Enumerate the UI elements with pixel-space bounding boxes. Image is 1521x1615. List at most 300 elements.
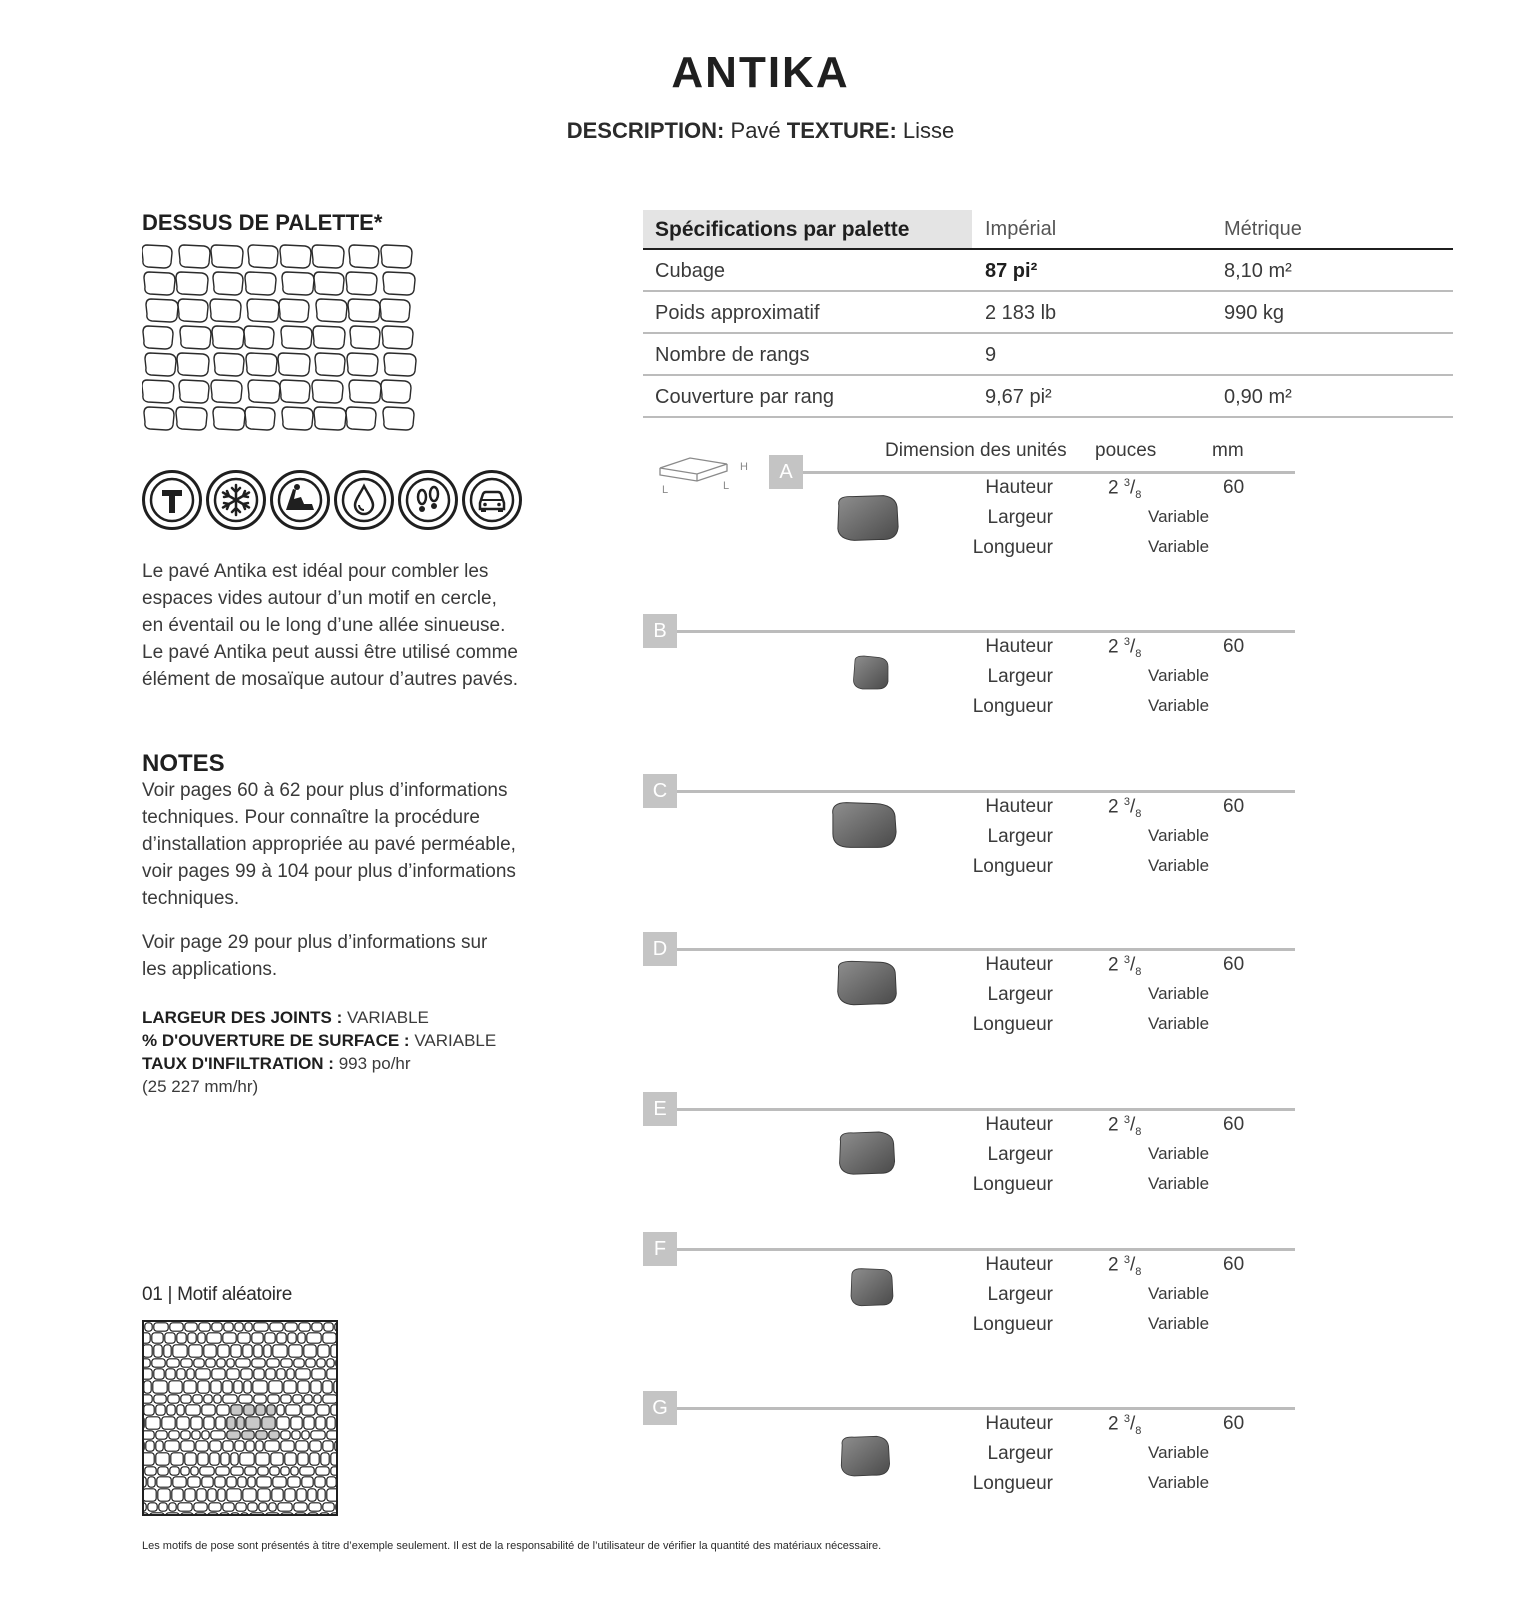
motif-paver xyxy=(217,1359,225,1367)
motif-paver xyxy=(318,1489,325,1501)
motif-paver xyxy=(291,1417,302,1429)
width-value: Variable xyxy=(1148,1443,1210,1462)
height-inches-whole: 2 xyxy=(1108,1254,1119,1276)
motif-paver xyxy=(281,1513,293,1516)
footnote: Les motifs de pose sont présentés à titre d’exemple seulement. Il est de la responsabilité de l’utilisateur de vérifier la quantité des matériaux nécessaire. xyxy=(142,1540,882,1552)
pallet-paver-outline xyxy=(312,245,344,268)
motif-paver xyxy=(297,1489,306,1501)
dim-label-height: Hauteur xyxy=(985,1254,1053,1275)
dim-label-length: Longueur xyxy=(972,696,1053,717)
motif-paver xyxy=(198,1381,209,1393)
pallet-paver-outline xyxy=(381,380,411,403)
motif-paver xyxy=(288,1333,296,1343)
motif-paver xyxy=(188,1333,196,1343)
motif-paver xyxy=(227,1359,234,1367)
motif-paver xyxy=(254,1369,264,1379)
pallet-paver-outline xyxy=(350,326,380,349)
pallet-paver-outline xyxy=(244,326,274,349)
motif-paver xyxy=(212,1369,225,1379)
motif-paver xyxy=(321,1453,329,1465)
motif-paver xyxy=(281,1431,290,1439)
units-header-mm: mm xyxy=(1212,440,1244,461)
motif-paver xyxy=(259,1503,267,1511)
motif-paver xyxy=(252,1333,263,1343)
motif-paver xyxy=(323,1333,336,1343)
paver-stone-image xyxy=(849,648,903,700)
motif-paver xyxy=(331,1405,338,1415)
pallet-paver-outline xyxy=(383,272,415,295)
motif-paver xyxy=(315,1477,325,1487)
unit-divider xyxy=(803,471,1295,474)
motif-paver xyxy=(156,1405,165,1415)
spec-imperial: 9,67 pi² xyxy=(985,386,1052,408)
motif-paver xyxy=(145,1467,156,1475)
motif-paver xyxy=(320,1513,329,1516)
pallet-paver-outline xyxy=(177,353,209,376)
pallet-paver-outline xyxy=(380,299,410,322)
height-mm: 60 xyxy=(1223,1254,1245,1275)
unit-b xyxy=(643,614,1293,764)
motif-paver xyxy=(216,1417,225,1429)
motif-paver xyxy=(285,1489,295,1501)
height-inches-den: 8 xyxy=(1135,1266,1142,1279)
motif-paver xyxy=(220,1513,229,1516)
paver-stone-image xyxy=(829,800,899,852)
motif-paver xyxy=(327,1431,338,1439)
motif-paver xyxy=(281,1359,292,1367)
unit-a xyxy=(643,455,1293,605)
motif-paver xyxy=(244,1381,251,1393)
motif-paver xyxy=(142,1477,146,1487)
spec-table xyxy=(643,210,1453,418)
motif-paver xyxy=(310,1441,321,1451)
height-mm: 60 xyxy=(1223,796,1245,817)
height-inches-num: 3 xyxy=(1123,954,1130,966)
description-value: Pavé xyxy=(730,118,781,143)
motif-paver xyxy=(152,1359,165,1367)
water-drop-icon xyxy=(334,470,394,530)
pallet-paver-outline xyxy=(312,380,343,403)
motif-paver xyxy=(165,1333,175,1343)
spec-row-weight xyxy=(643,292,1453,334)
motif-paver xyxy=(318,1345,329,1357)
pallet-paver-outline xyxy=(214,353,244,376)
motif-paver xyxy=(231,1345,241,1357)
motif-paver xyxy=(142,1417,144,1429)
motif-paver xyxy=(314,1395,321,1403)
motif-paver xyxy=(144,1381,151,1393)
pallet-paver-outline xyxy=(248,380,280,403)
motif-paver xyxy=(258,1489,270,1501)
motif-paver xyxy=(218,1345,229,1357)
paver-stone-image xyxy=(847,1262,905,1314)
motif-paver xyxy=(278,1503,292,1511)
paver-stone-image xyxy=(835,1128,901,1180)
pallet-paver-outline xyxy=(279,299,309,322)
joint-width-label: LARGEUR DES JOINTS : xyxy=(142,1008,343,1027)
motif-paver xyxy=(265,1333,275,1343)
motif-paver xyxy=(256,1441,263,1451)
motif-paver xyxy=(196,1369,210,1379)
motif-paver xyxy=(172,1489,183,1501)
pallet-paver-outline xyxy=(142,245,172,268)
motif-paver xyxy=(236,1359,250,1367)
pallet-paver-outline xyxy=(381,245,412,268)
pallet-paver-outline xyxy=(383,407,414,430)
unit-letter-badge: B xyxy=(643,614,677,648)
length-value: Variable xyxy=(1148,1174,1210,1193)
motif-paver xyxy=(184,1381,196,1393)
pallet-paver-outline xyxy=(179,380,209,403)
notes-paragraph-1: Voir pages 60 à 62 pour plus d’informations techniques. Pour connaître la procédure d’installation appropriée au pavé perméable, voir pages 99 à 104 pour plus d’informations techniques. xyxy=(142,780,516,909)
motif-paver xyxy=(169,1503,176,1511)
motif-paver xyxy=(335,1323,338,1331)
spec-row-coverage xyxy=(643,376,1453,418)
motif-paver xyxy=(334,1381,338,1393)
dim-label-width: Largeur xyxy=(987,1144,1053,1165)
motif-paver xyxy=(240,1453,254,1465)
motif-paver xyxy=(285,1323,297,1331)
spec-header-imperial: Impérial xyxy=(985,218,1057,240)
dim-label-length: Longueur xyxy=(972,1014,1053,1035)
pallet-paver-outline xyxy=(176,272,208,295)
motif-paver xyxy=(171,1453,183,1465)
motif-paver xyxy=(148,1503,157,1511)
unit-e xyxy=(643,1092,1293,1242)
motif-paver xyxy=(177,1417,189,1429)
motif-paver xyxy=(195,1513,206,1516)
motif-paver xyxy=(307,1333,321,1343)
motif-paver xyxy=(166,1369,175,1379)
page-subtitle xyxy=(0,118,1521,144)
length-value: Variable xyxy=(1148,537,1210,556)
motif-paver xyxy=(158,1489,170,1501)
motif-paver xyxy=(204,1395,212,1403)
motif-paver xyxy=(202,1477,213,1487)
pallet-paver-outline xyxy=(145,353,176,376)
unit-letter-badge: G xyxy=(643,1391,677,1425)
height-inches-den: 8 xyxy=(1135,489,1142,502)
motif-paver xyxy=(142,1395,152,1403)
width-value: Variable xyxy=(1148,507,1210,526)
pallet-paver-outline xyxy=(346,407,376,430)
height-inches-whole: 2 xyxy=(1108,954,1119,976)
height-inches-whole: 2 xyxy=(1108,636,1119,658)
pallet-paver-outline xyxy=(348,299,380,322)
motif-paver xyxy=(312,1323,322,1331)
motif-paver xyxy=(296,1369,310,1379)
height-inches: 2 $^3/_8$ xyxy=(1108,796,1142,821)
motif-paver xyxy=(223,1333,236,1343)
surface-opening-label: % D'OUVERTURE DE SURFACE : xyxy=(142,1031,410,1050)
motif-paver xyxy=(253,1381,267,1393)
motif-paver xyxy=(306,1359,315,1367)
motif-paver xyxy=(154,1345,162,1357)
motif-paver xyxy=(245,1323,252,1331)
motif-paver xyxy=(262,1417,275,1429)
motif-paver xyxy=(142,1369,152,1379)
motif-paver xyxy=(166,1513,179,1516)
motif-paver xyxy=(144,1405,154,1415)
spec-header-row xyxy=(643,210,1453,250)
motif-paver xyxy=(142,1431,154,1439)
pallet-paver-outline xyxy=(382,326,413,349)
motif-paver xyxy=(288,1477,300,1487)
pallet-paver-outline xyxy=(314,272,344,295)
motif-paver xyxy=(231,1405,242,1415)
motif-paver xyxy=(323,1441,333,1451)
infiltration-label: TAUX D'INFILTRATION : xyxy=(142,1054,334,1073)
height-inches-num: 3 xyxy=(1123,477,1130,489)
motif-paver xyxy=(218,1489,225,1501)
dim-label-height: Hauteur xyxy=(985,1413,1053,1434)
width-value: Variable xyxy=(1148,1144,1210,1163)
spec-row-rows xyxy=(643,334,1453,376)
motif-paver xyxy=(298,1333,305,1343)
motif-paver xyxy=(238,1477,246,1487)
height-inches-num: 3 xyxy=(1123,796,1130,808)
motif-paver xyxy=(164,1345,171,1357)
pallet-paver-outline xyxy=(245,407,275,430)
pallet-paver-outline xyxy=(179,245,210,268)
motif-paver xyxy=(327,1477,336,1487)
motif-paver xyxy=(277,1333,286,1343)
height-inches-num: 3 xyxy=(1123,1413,1130,1425)
pallet-paver-outline xyxy=(213,407,245,430)
height-inches-whole: 2 xyxy=(1108,1114,1119,1136)
dim-label-length: Longueur xyxy=(972,1314,1053,1335)
spec-imperial: 87 pi² xyxy=(985,260,1038,282)
motif-paver xyxy=(181,1513,193,1516)
motif-paver xyxy=(181,1395,191,1403)
pallet-paver-outline xyxy=(146,299,178,322)
motif-paver xyxy=(142,1359,150,1367)
unit-divider xyxy=(677,630,1295,633)
motif-paver xyxy=(142,1453,154,1465)
motif-paver xyxy=(192,1431,200,1439)
length-value: Variable xyxy=(1148,1473,1210,1492)
unit-letter-badge: C xyxy=(643,774,677,808)
height-inches: 2 $^3/_8$ xyxy=(1108,477,1142,502)
spec-label: Couverture par rang xyxy=(655,386,834,408)
motif-paver xyxy=(168,1395,179,1403)
motif-paver xyxy=(153,1381,167,1393)
motif-paver xyxy=(270,1467,279,1475)
motif-paver xyxy=(248,1477,255,1487)
motif-paver xyxy=(324,1323,333,1331)
motif-paver xyxy=(308,1489,316,1501)
dim-label-width: Largeur xyxy=(987,1284,1053,1305)
motif-paver xyxy=(237,1417,244,1429)
motif-paver xyxy=(227,1431,240,1439)
pallet-paver-outline xyxy=(349,380,381,403)
motif-paver xyxy=(156,1431,167,1439)
motif-paver xyxy=(152,1333,163,1343)
motif-paver xyxy=(299,1323,310,1331)
dim-label-length: Longueur xyxy=(972,856,1053,877)
motif-paver xyxy=(308,1513,318,1516)
motif-paver xyxy=(317,1405,329,1415)
motif-paver xyxy=(212,1323,222,1331)
notes-paragraph-2: Voir page 29 pour plus d’informations sur les applications. xyxy=(142,932,488,980)
pallet-top-diagram xyxy=(142,243,422,433)
pallet-paver-outline xyxy=(144,407,174,430)
height-mm: 60 xyxy=(1223,636,1245,657)
motif-paver xyxy=(167,1359,179,1367)
motif-paver xyxy=(302,1405,315,1415)
motif-paver xyxy=(327,1359,334,1367)
motif-paver xyxy=(269,1503,276,1511)
dim-label-length: Longueur xyxy=(972,537,1053,558)
t-icon xyxy=(142,470,202,530)
motif-paver xyxy=(188,1477,200,1487)
spec-row-cubage xyxy=(643,250,1453,292)
motif-paver xyxy=(170,1323,183,1331)
motif-paver xyxy=(248,1503,257,1511)
infiltration-value: 993 po/hr xyxy=(338,1054,411,1073)
dim-label-height: Hauteur xyxy=(985,796,1053,817)
motif-paver xyxy=(181,1431,190,1439)
motif-paver xyxy=(181,1467,189,1475)
unit-divider xyxy=(677,1407,1295,1410)
motif-paver xyxy=(223,1503,234,1511)
motif-paver xyxy=(211,1431,225,1439)
motif-paver xyxy=(316,1417,325,1429)
pallet-paver-outline xyxy=(176,407,207,430)
motif-paver xyxy=(208,1489,216,1501)
motif-paver xyxy=(217,1405,229,1415)
height-inches-den: 8 xyxy=(1135,1425,1142,1438)
snowflake-icon xyxy=(206,470,266,530)
footprints-icon xyxy=(398,470,458,530)
motif-paver xyxy=(173,1345,187,1357)
infiltration-metric: (25 227 mm/hr) xyxy=(142,1077,259,1096)
motif-paver xyxy=(227,1417,235,1429)
motif-paver xyxy=(191,1417,202,1429)
pallet-heading: DESSUS DE PALETTE* xyxy=(142,210,383,235)
motif-paver xyxy=(193,1395,202,1403)
width-value: Variable xyxy=(1148,666,1210,685)
height-inches-num: 3 xyxy=(1123,1114,1130,1126)
motif-paver xyxy=(165,1441,179,1451)
motif-paver xyxy=(234,1381,242,1393)
motif-paver xyxy=(227,1477,236,1487)
dim-label-width: Largeur xyxy=(987,984,1053,1005)
motif-paver xyxy=(298,1453,308,1465)
motif-paver xyxy=(267,1359,279,1367)
motif-paver xyxy=(323,1395,337,1403)
unit-divider xyxy=(677,948,1295,951)
motif-paver xyxy=(181,1441,194,1451)
motif-paver xyxy=(177,1333,186,1343)
spec-label: Poids approximatif xyxy=(655,302,820,324)
pallet-paver-outline xyxy=(142,380,174,403)
surface-opening xyxy=(142,1029,496,1052)
dim-label-width: Largeur xyxy=(987,666,1053,687)
height-inches: 2 $^3/_8$ xyxy=(1108,636,1142,661)
motif-paver xyxy=(199,1323,210,1331)
motif-paver xyxy=(281,1467,289,1475)
motif-paver xyxy=(194,1503,207,1511)
pallet-paver-outline xyxy=(213,272,243,295)
dim-label-height: Hauteur xyxy=(985,954,1053,975)
motif-paver xyxy=(317,1359,325,1367)
motif-paver xyxy=(311,1431,325,1439)
spec-metric: 8,10 m² xyxy=(1224,260,1292,282)
motif-paver xyxy=(238,1333,250,1343)
motif-paver xyxy=(270,1323,283,1331)
motif-paver xyxy=(335,1441,338,1451)
pallet-paver-outline xyxy=(144,272,175,295)
motif-paver xyxy=(148,1477,155,1487)
texture-label: TEXTURE: xyxy=(786,118,897,143)
motif-paver xyxy=(295,1513,306,1516)
units-header-pouces: pouces xyxy=(1095,440,1157,461)
motif-paver xyxy=(145,1323,152,1331)
motif-paver xyxy=(243,1345,252,1357)
motif-paver xyxy=(227,1369,239,1379)
height-inches-num: 3 xyxy=(1123,636,1130,648)
pallet-paver-outline xyxy=(211,380,242,403)
motif-paver xyxy=(286,1405,300,1415)
height-inches-num: 3 xyxy=(1123,1254,1130,1266)
motif-paver xyxy=(202,1405,215,1415)
dim-label-height: Hauteur xyxy=(985,1114,1053,1135)
diagram-l-label-1: L xyxy=(662,484,669,496)
motif-paver xyxy=(159,1503,167,1511)
pallet-paver-outline xyxy=(178,299,208,322)
pallet-paver-outline xyxy=(245,272,276,295)
height-inches-whole: 2 xyxy=(1108,477,1119,499)
pallet-paver-outline xyxy=(212,326,244,349)
pallet-paver-outline xyxy=(143,326,173,349)
pallet-paver-outline xyxy=(347,353,378,376)
motif-paver xyxy=(256,1431,267,1439)
motif-paver xyxy=(291,1467,298,1475)
motif-paver xyxy=(292,1431,300,1439)
diagram-h-label: H xyxy=(740,461,748,473)
motif-paver xyxy=(208,1513,218,1516)
pallet-paver-outline xyxy=(313,326,345,349)
motif-paver xyxy=(236,1503,246,1511)
pallet-paver-outline xyxy=(248,245,278,268)
joint-width-value: VARIABLE xyxy=(346,1008,429,1027)
laying-pattern-diagram xyxy=(142,1320,338,1516)
motif-paver xyxy=(223,1395,237,1403)
motif-paver xyxy=(239,1395,252,1403)
height-inches: 2 $^3/_8$ xyxy=(1108,1413,1142,1438)
motif-paver xyxy=(231,1453,238,1465)
motif-paver xyxy=(252,1359,265,1367)
motif-paver xyxy=(173,1477,186,1487)
dim-label-length: Longueur xyxy=(972,1174,1053,1195)
motif-paver xyxy=(146,1417,160,1429)
motif-paver xyxy=(258,1467,268,1475)
motif-paver xyxy=(223,1381,232,1393)
motif-paver xyxy=(331,1467,338,1475)
motif-paver xyxy=(241,1513,248,1516)
dim-label-length: Longueur xyxy=(972,1473,1053,1494)
pallet-paver-outline xyxy=(210,299,241,322)
dim-label-width: Largeur xyxy=(987,1443,1053,1464)
height-inches-den: 8 xyxy=(1135,648,1142,661)
motif-paver xyxy=(194,1359,204,1367)
pallet-paver-outline xyxy=(349,245,379,268)
motif-paver xyxy=(224,1323,233,1331)
pallet-paver-outline xyxy=(346,272,377,295)
motif-paver xyxy=(157,1477,171,1487)
motif-paver xyxy=(269,1381,282,1393)
